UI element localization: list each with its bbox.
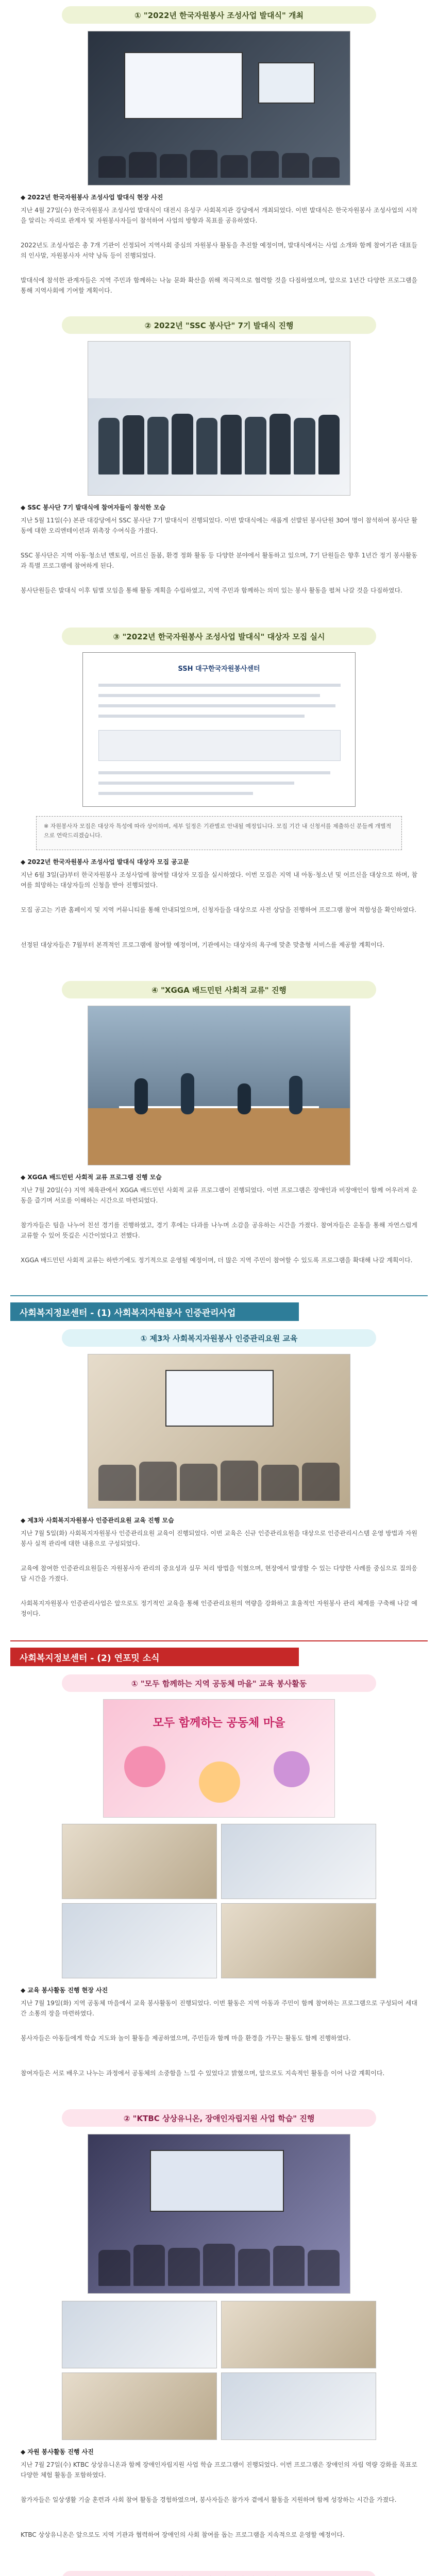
banner-title: 사회복지정보센터 - (2) 연포밋 소식 (10, 1648, 299, 1666)
section-7-para-3: KTBC 상상유니온은 앞으로도 지역 기관과 협력하여 장애인의 사회 참여를 돕는 프로그램을 지속적으로 운영할 예정이다. (21, 2531, 345, 2538)
section-5-heading: ① 제3차 사회복지자원봉사 인증관리요원 교육 (62, 1329, 376, 1347)
section-3-heading: ③ "2022년 한국자원봉사 조성사업 발대식" 대상자 모집 실시 (62, 628, 376, 645)
section-6-para-2: 봉사자들은 아동들에게 학습 지도와 놀이 활동을 제공하였으며, 주민들과 함께 마을 환경을 가꾸는 활동도 함께 진행하였다. (21, 2035, 351, 2042)
section-4-caption: ◆ XGGA 배드민턴 사회적 교류 프로그램 진행 모습 (21, 1174, 162, 1181)
poster-title: 모두 함께하는 공동체 마을 (153, 1717, 285, 1730)
lecture-screen (165, 1370, 274, 1427)
section-6-photo-grid (62, 1824, 376, 1978)
section-3-note: ※ 자원봉사자 모집은 대상자 특성에 따라 상이하며, 세부 일정은 기관별로 안내될 예정입니다. 모집 기간 내 신청서를 제출하신 분들께 개별적으로 연락드리겠습니다. (36, 816, 402, 850)
document-table (98, 730, 341, 761)
activity-photo (221, 1824, 376, 1899)
event-screen (150, 2150, 284, 2212)
document-text-line (98, 792, 253, 795)
section-6-para-3: 참여자들은 서로 배우고 나누는 과정에서 공동체의 소중함을 느낄 수 있었다고 밝혔으며, 앞으로도 지속적인 활동을 이어 나갈 계획이다. (21, 2070, 385, 2077)
activity-photo (221, 2372, 376, 2440)
section-2-para-2: SSC 봉사단은 지역 아동·청소년 멘토링, 어르신 돌봄, 환경 정화 활동 등 다양한 분야에서 활동하고 있으며, 7기 단원들은 향후 1년간 정기 봉사활동과 특별 프로그램에 참여하게 된다. (21, 552, 417, 569)
document-text-line (98, 782, 294, 785)
section-4-photo (88, 1006, 350, 1165)
section-5-para-3: 사회복지자원봉사 인증관리사업은 앞으로도 정기적인 교육을 통해 인증관리요원의 역량을 강화하고 효율적인 자원봉사 관리 체계를 구축해 나갈 예정이다. (21, 1600, 417, 1617)
section-2-heading: ② 2022년 "SSC 봉사단" 7기 발대식 진행 (62, 316, 376, 334)
activity-photo (62, 1824, 217, 1899)
section-1-para-3: 발대식에 참석한 관계자들은 지역 주민과 함께하는 나눔 문화 확산을 위해 적극적으로 협력할 것을 다짐하였으며, 앞으로 1년간 다양한 프로그램을 통해 지역사회에 기여할 계획이다. (21, 277, 417, 294)
section-7-para-1: 지난 7월 27일(수) KTBC 상상유니온과 함께 장애인자립지원 사업 학습 프로그램이 진행되었다. 이번 프로그램은 장애인의 자립 역량 강화를 목표로 다양한 체험 활동을 포함하였다. (21, 2461, 417, 2479)
section-2-photo (88, 341, 350, 496)
section-2-caption: ◆ SSC 봉사단 7기 발대식에 참여자들이 참석한 모습 (21, 504, 166, 511)
section-4-para-3: XGGA 배드민턴 사회적 교류는 하반기에도 정기적으로 운영될 예정이며, 더 많은 지역 주민이 참여할 수 있도록 프로그램을 확대해 나갈 계획이다. (21, 1257, 413, 1264)
section-4-para-1: 지난 7월 20일(수) 지역 체육관에서 XGGA 배드민턴 사회적 교류 프로그램이 진행되었다. 이번 프로그램은 장애인과 비장애인이 함께 어우러져 운동을 즐기며 서로를 이해하는 시간으로 마련되었다. (21, 1187, 417, 1204)
banner-title: 사회복지정보센터 - (1) 사회복지자원봉사 인증관리사업 (10, 1302, 299, 1321)
side-screen (258, 62, 315, 104)
gym-floor (88, 1108, 350, 1165)
section-7-photo-grid (62, 2301, 376, 2440)
section-divider (10, 1295, 428, 1296)
section-8-heading (62, 2571, 376, 2576)
section-3-document (82, 652, 356, 807)
section-6-para-1: 지난 7월 19일(화) 지역 공동체 마을에서 교육 봉사활동이 진행되었다. 이번 활동은 지역 아동과 주민이 함께 참여하는 프로그램으로 구성되어 세대 간 소통의 장을 마련하였다. (21, 1999, 417, 2017)
stage-backdrop (88, 342, 350, 398)
section-1-caption: ◆ 2022년 한국자원봉사 조성사업 발대식 현장 사진 (21, 194, 163, 201)
section-3-para-3: 선정된 대상자들은 7월부터 본격적인 프로그램에 참여할 예정이며, 기관에서는 대상자의 욕구에 맞춘 맞춤형 서비스를 제공할 계획이다. (21, 941, 385, 948)
section-5-banner (0, 1300, 438, 1323)
section-3-para-2: 모집 공고는 기관 홈페이지 및 지역 커뮤니티를 통해 안내되었으며, 신청자들을 대상으로 사전 상담을 진행하여 프로그램 참여 적합성을 확인하였다. (21, 906, 416, 913)
section-3-caption: ◆ 2022년 한국자원봉사 조성사업 발대식 대상자 모집 공고문 (21, 858, 189, 866)
poster-decoration (199, 1761, 240, 1803)
activity-photo (62, 2301, 217, 2368)
section-7-heading: ② "KTBC 상상유니온, 장애인자립지원 사업 학습" 진행 (62, 2109, 376, 2127)
section-6-caption: ◆ 교육 봉사활동 진행 현장 사진 (21, 1987, 108, 1994)
activity-photo (62, 2372, 217, 2440)
activity-photo (221, 1903, 376, 1978)
section-1-para-2: 2022년도 조성사업은 총 7개 기관이 선정되어 지역사회 중심의 자원봉사 활동을 추진할 예정이며, 발대식에서는 사업 소개와 함께 참여기관 대표들의 인사말, 자원봉사자 서약 낭독 등이 진행되었다. (21, 242, 417, 259)
section-1-heading: ① "2022년 한국자원봉사 조성사업 발대식" 개최 (62, 6, 376, 24)
section-4-para-2: 참가자들은 팀을 나누어 친선 경기를 진행하였고, 경기 후에는 다과를 나누며 소감을 공유하는 시간을 가졌다. 참여자들은 운동을 통해 자연스럽게 교류할 수 있어 뜻깊은 시간이었다고 전했다. (21, 1222, 417, 1239)
player-figure (238, 1083, 251, 1114)
section-4-heading: ④ "XGGA 배드민턴 사회적 교류" 진행 (62, 981, 376, 998)
section-5-photo (88, 1354, 350, 1509)
section-divider (10, 1640, 428, 1641)
section-6-heading: ① "모두 함께하는 지역 공동체 마을" 교육 봉사활동 (62, 1674, 376, 1692)
section-2-para-1: 지난 5월 11일(수) 본관 대강당에서 SSC 봉사단 7기 발대식이 진행되었다. 이번 발대식에는 새롭게 선발된 봉사단원 30여 명이 참석하여 봉사단 활동에 대한 오리엔테이션과 위촉장 수여식을 가졌다. (21, 517, 417, 534)
document-text-line (98, 771, 330, 774)
section-1-para-1: 지난 4월 27일(수) 한국자원봉사 조성사업 발대식이 대전시 유성구 사회복지관 강당에서 개최되었다. 이번 발대식은 한국자원봉사 조성사업의 시작을 알리는 자리로 관계자 및 자원봉사자들이 참석하여 사업의 방향과 목표를 공유하였다. (21, 207, 417, 224)
section-3-para-1: 지난 6월 3일(금)부터 한국자원봉사 조성사업에 참여할 대상자 모집을 실시하였다. 이번 모집은 지역 내 아동·청소년 및 어르신을 대상으로 하며, 참여를 희망하는 대상자들의 신청을 받아 진행되었다. (21, 871, 417, 889)
document-text-line (98, 704, 335, 707)
section-5-para-1: 지난 7월 5일(화) 사회복지자원봉사 인증관리요원 교육이 진행되었다. 이번 교육은 신규 인증관리요원을 대상으로 인증관리시스템 운영 방법과 자원봉사 실적 관리에 대한 내용으로 구성되었다. (21, 1530, 417, 1547)
trainee-silhouettes (98, 1454, 340, 1501)
activity-photo (62, 1903, 217, 1978)
section-7-para-2: 참가자들은 일상생활 기술 훈련과 사회 참여 활동을 경험하였으며, 봉사자들은 참가자 곁에서 활동을 지원하며 함께 성장하는 시간을 가졌다. (21, 2496, 397, 2503)
section-5-para-2: 교육에 참여한 인증관리요원들은 자원봉사자 관리의 중요성과 실무 처리 방법을 익혔으며, 현장에서 발생할 수 있는 다양한 사례를 중심으로 질의응답 시간을 가졌다. (21, 1565, 417, 1582)
activity-photo (221, 2301, 376, 2368)
section-2-para-3: 봉사단원들은 발대식 이후 팀별 모임을 통해 활동 계획을 수립하였고, 지역 주민과 함께하는 의미 있는 봉사 활동을 펼쳐 나갈 것을 다짐하였다. (21, 587, 402, 594)
section-7-photo (88, 2134, 350, 2294)
poster-decoration (274, 1751, 310, 1787)
section-7-caption: ◆ 자원 봉사활동 진행 사진 (21, 2448, 94, 2455)
document-text-line (98, 715, 305, 718)
document-text-line (98, 684, 341, 687)
player-figure (181, 1073, 194, 1114)
section-1-photo (88, 31, 350, 185)
player-figure (289, 1076, 302, 1114)
projection-screen (124, 52, 243, 119)
section-5-caption: ◆ 제3차 사회복지자원봉사 인증관리요원 교육 진행 모습 (21, 1517, 174, 1524)
document-text-line (98, 694, 320, 697)
player-figure (134, 1078, 148, 1114)
audience-silhouettes (98, 147, 340, 178)
section-6-banner (0, 1646, 438, 1668)
section-6-poster (103, 1699, 335, 1818)
document-title: SSH 대구한국자원봉사센터 (178, 665, 260, 673)
group-photo-row-back (98, 413, 340, 474)
participant-silhouettes (98, 2240, 340, 2286)
poster-decoration (124, 1746, 165, 1787)
